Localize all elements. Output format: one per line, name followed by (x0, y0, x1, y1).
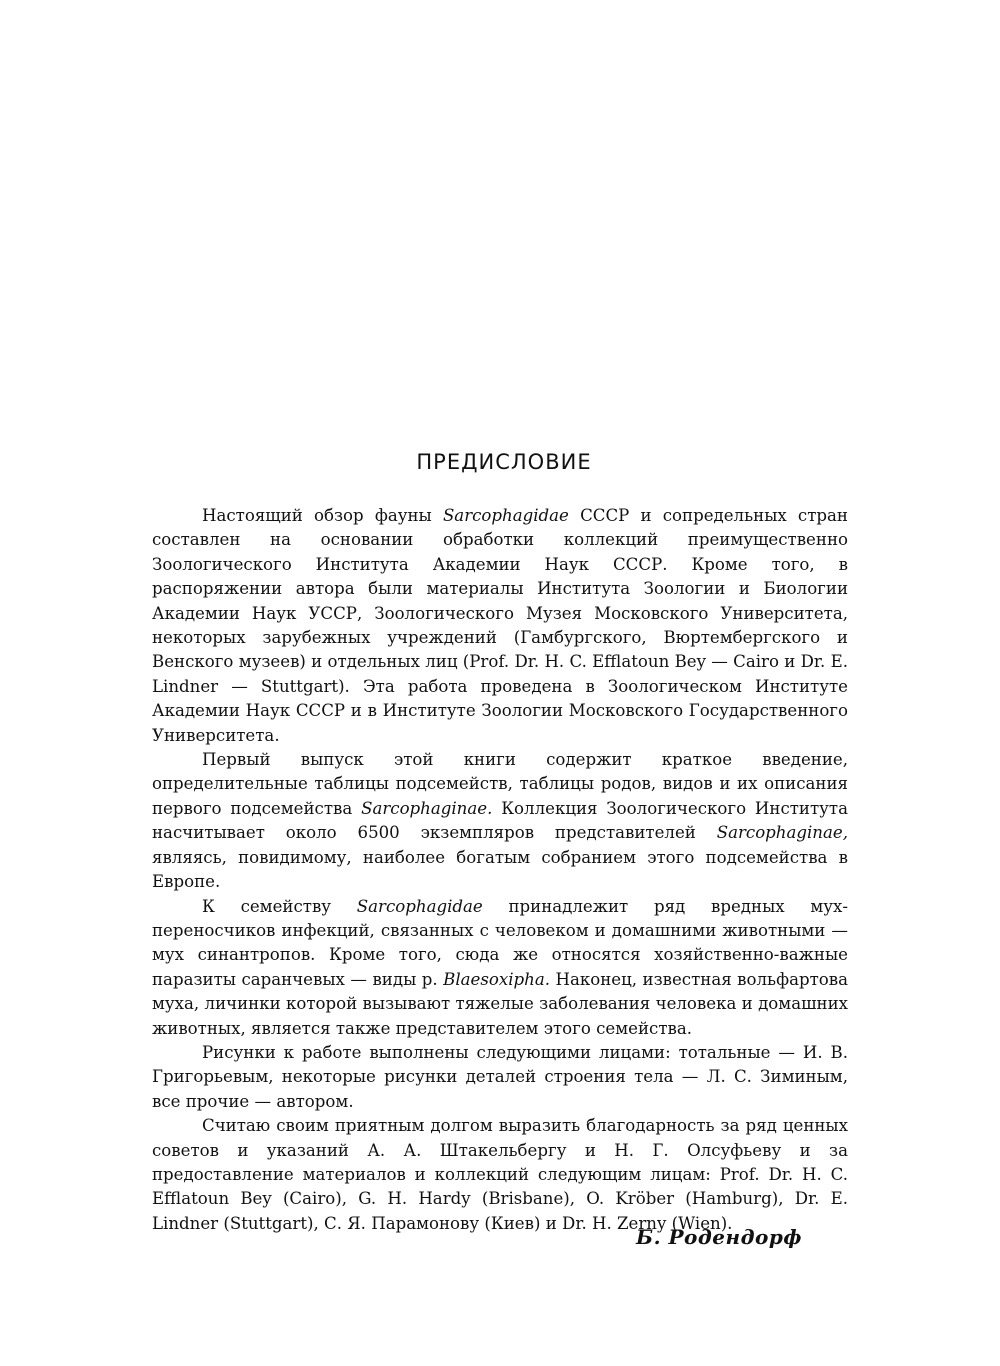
preface-body (152, 450, 848, 1236)
paragraph-3-text-a: К семейству (202, 896, 357, 916)
paragraph-4 (152, 1041, 848, 1114)
author-signature: Б. Родендорф (636, 1225, 802, 1249)
paragraph-1-text-a: Настоящий обзор фауны (202, 506, 443, 525)
paragraph-2-italic-taxon-2: Sarcophaginae, (716, 823, 848, 843)
paragraph-1 (152, 504, 848, 748)
paragraph-4-text-a: Рисунки к работе выполнены следующими лицами: тотальные — И. В. Григорьевым, некоторые рисунки деталей строения тела — Л. С. Зиминым, все прочие — автором. (152, 1042, 848, 1111)
paragraph-3-text-e: Наконец, известная вольфартова муха, личинки которой вызывают тяжелые заболевания человека и домашних животных, является также представителем этого семейства. (152, 969, 848, 1038)
paragraph-2 (152, 748, 848, 894)
paragraph-2-text-a: Первый выпуск этой книги содержит краткое введение, определительные таблицы подсемейств, таблицы родов, видов и их описания первого подсемейства (152, 750, 848, 818)
paragraph-5 (152, 1114, 848, 1236)
paragraph-2-text-e: являясь, повидимому, наиболее богатым собранием этого подсемейства в Европе. (152, 847, 848, 892)
paragraph-3-text-c: принадлежит ряд вредных мух-переносчиков инфекций, связанных с человеком и домашними животными — мух синантропов. Кроме того, сюда же относятся хозяйственно-важные паразиты саранчевых — виды р. (152, 896, 848, 989)
paragraph-1-text-c: СССР и сопредельных стран составлен на основании обработки коллекций преимущественно Зоологического Института Академии Наук СССР. Кроме того, в распоряжении автора были материалы Института Зоологии и Биологии Академии Наук УССР, Зоологического Музея Московского Университета, некоторых зарубежных учреждений (Гамбургского, Вюртембергского и Венского музеев) и отдельных лиц (Prof. Dr. H. C. Efflatoun Bey — Cairo и Dr. E. Lindner — Stuttgart). Эта работа проведена в Зоологическом Институте Академии Наук СССР и в Институте Зоологии Московского Государственного Университета. (152, 506, 848, 745)
paragraph-1-italic-taxon: Sarcophagidae (442, 506, 569, 525)
paragraph-3-italic-taxon-1: Sarcophagidae (356, 896, 483, 916)
paragraph-3 (152, 895, 848, 1041)
paragraph-2-italic-taxon-1: Sarcophaginae. (361, 798, 493, 818)
paragraph-5-text-a: Считаю своим приятным долгом выразить благодарность за ряд ценных советов и указаний А. А. Штакельбергу и Н. Г. Олсуфьеву и за предоставление материалов и коллекций следующим лицам: Prof. Dr. H. C. Efflatoun Bey (Cairo), G. H. Hardy (Brisbane), O. Kröber (Hamburg), Dr. E. Lindner (Stuttgart), С. Я. Парамонову (Киев) и Dr. H. Zerny (Wien). (152, 1116, 848, 1233)
paragraph-2-text-c: Коллекция Зоологического Института насчитывает около 6500 экземпляров представителей (152, 798, 848, 843)
paragraph-3-italic-taxon-2: Blaesoxipha. (443, 969, 551, 989)
page-title: ПРЕДИСЛОВИЕ (416, 450, 592, 474)
